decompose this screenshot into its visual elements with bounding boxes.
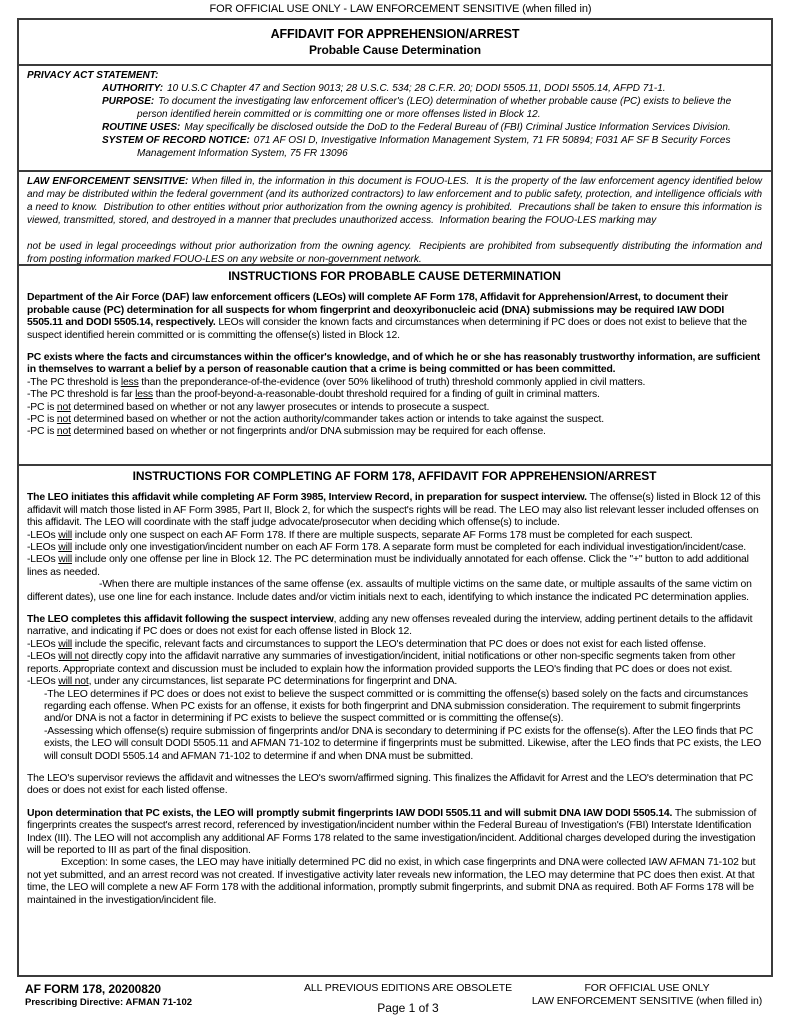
privacy-act-heading: PRIVACY ACT STATEMENT: [27, 70, 159, 81]
text-segment: The submission of fingerprints creates the suspect's arrest record, referenced by investigation/incident number within the Federal Bureau of Investigation's (FBI) Interstate Identification Index (III). The LEO will not accomplish any additional AF Forms 178 related to the same investigation/incident. Additional charges developed during the investigation will be reported to III as part of the final disposition. [27, 807, 757, 856]
text-segment: will not [58, 676, 89, 688]
form-subtitle: Probable Cause Determination [309, 43, 481, 57]
paragraph [27, 676, 762, 688]
text-segment: not [56, 401, 71, 413]
text-segment: Department of the Air Force (DAF) law enforcement officers (LEOs) will complete AF Form 178, Affidavit for Apprehension/Arrest, to document their probable cause (PC) determination for all suspects for whom fingerprint and deoxyribonucleic acid (DNA) submissions may be required IAW DODI 5505.11 and DODI 5505.14, respectively. [27, 292, 728, 329]
text-segment: include only one investigation/incident number on each AF Form 178. A separate form must be completed for each individual investigation/incident/case. [71, 542, 746, 554]
paragraph [27, 414, 762, 426]
text-segment: less [135, 389, 153, 401]
text-segment: The LEO's supervisor reviews the affidavit and witnesses the LEO's sworn/affirmed signing. This finalizes the Affidavit for Arrest and the LEO's determination that PC does or does not exist for each listed offense. [27, 772, 754, 797]
text-segment: -PC is [27, 426, 57, 438]
privacy-row [102, 82, 762, 95]
completing-instructions-heading: INSTRUCTIONS FOR COMPLETING AF FORM 178, AFFIDAVIT FOR APPREHENSION/ARREST [132, 469, 657, 483]
text-segment: -LEOs [27, 676, 59, 688]
pc-instructions-heading: INSTRUCTIONS FOR PROBABLE CAUSE DETERMINATION [228, 269, 561, 283]
text-segment: -LEOs [27, 554, 59, 566]
text-segment: not [56, 426, 71, 438]
text-segment: -When there are multiple instances of the same offense (ex. assaults of multiple victims on the same date, or multiple assaults of the same victim on different dates), use one line for each instance. Include dates and/or victim initials next to each, identifying to which instance the indicated PC determination applies. [27, 579, 752, 603]
paragraph [44, 726, 762, 763]
privacy-row [102, 134, 762, 160]
form-footer [17, 982, 773, 1015]
footer-center [295, 982, 521, 1015]
prescribing-directive: Prescribing Directive: AFMAN 71-102 [25, 997, 193, 1008]
pc-instructions-body [27, 292, 762, 438]
paragraph [27, 292, 762, 342]
paragraph [44, 689, 762, 726]
text-segment: will [58, 542, 72, 554]
text-segment: -Assessing which offense(s) require submission of fingerprints and/or DNA is secondary to determining if PC exists for the offense(s). After the LEO finds that PC exists, the LEO will consult DODI 5505.11 and AFMAN 71-102 to determine if fingerprints must be submitted. Likewise, after the LEO finds that PC exists, the LEO will consult DODI 5505.14 and AFMAN 71-102 to determine if and when DNA must be submitted. [44, 725, 762, 762]
fouo-top-banner: FOR OFFICIAL USE ONLY - LAW ENFORCEMENT SENSITIVE (when filled in) [209, 3, 592, 15]
privacy-act-rows [27, 82, 762, 160]
paragraph [27, 352, 762, 377]
completing-instructions-body [27, 492, 762, 907]
privacy-act-section [19, 66, 771, 170]
editions-note: ALL PREVIOUS EDITIONS ARE OBSOLETE [303, 982, 513, 994]
text-segment: The LEO completes this affidavit following the suspect interview [27, 614, 334, 626]
paragraph [27, 808, 762, 858]
les-label: LAW ENFORCEMENT SENSITIVE: [27, 176, 189, 187]
pc-determination-instructions-section [19, 264, 771, 464]
text-segment: The LEO initiates this affidavit while completing AF Form 3985, Interview Record, in preparation for suspect interview. [27, 492, 590, 504]
paragraph [27, 377, 762, 389]
privacy-row-label: ROUTINE USES: [102, 122, 181, 133]
form-page [17, 18, 773, 977]
paragraph [27, 530, 762, 542]
text-segment: directly copy into the affidavit narrative any summaries of investigation/incident, initial notifications or other non-specific segments taken from other reports. Appropriate context and discussion must be included to explain how the information provided supports the LEO's finding that PC does or does not exist. [27, 651, 736, 675]
text-segment: -PC is [27, 401, 57, 413]
les-paragraph-1 [27, 175, 765, 227]
paragraph [27, 492, 762, 529]
text-segment: will [58, 554, 72, 566]
page-number: Page 1 of 3 [377, 1001, 439, 1015]
text-segment: will [58, 638, 72, 650]
text-segment: Upon determination that PC exists, the LEO will promptly submit fingerprints IAW DODI 5505.11 and will submit DNA IAW DODI 5505.14. [27, 807, 675, 819]
text-segment: will [58, 529, 72, 541]
text-segment: include only one offense per line in Block 12. The PC determination must be individually annotated for each offense. Click the "+" button to add additional lines as needed. [27, 554, 749, 578]
footer-right [521, 982, 773, 1008]
privacy-row-text: 10 U.S.C Chapter 47 and Section 9013; 28 U.S.C. 534; 28 C.F.R. 20; DODI 5505.11, DODI 5505.14, AFPD 71-1. [167, 83, 666, 94]
text-segment: -PC is [27, 414, 57, 426]
text-segment: PC exists where the facts and circumstances within the officer's knowledge, and of which he or she has reasonably trustworthy information, are sufficient in themselves to warrant a belief by a person of reasonable caution that a crime is being committed or has been committed. [27, 352, 761, 376]
text-segment: -LEOs [27, 542, 59, 554]
text-segment: will not [58, 651, 89, 663]
paragraph [27, 579, 762, 604]
text-segment: -The PC threshold is far [27, 389, 136, 401]
text-segment: -The LEO determines if PC does or does not exist to believe the suspect committed or is committing the offense(s) based solely on the facts and circumstances regarding each offense. When PC exists for an offense, it exists for both fingerprint and DNA submission consideration. The requirement to submit fingerprints and/or DNA is not a factor in determining if PC exists to believe the suspect committed or is committing the offense(s). [44, 688, 748, 725]
paragraph [27, 614, 762, 639]
paragraph [27, 639, 762, 651]
text-segment: less [120, 376, 139, 388]
text-segment: determined based on whether or not fingerprints and/or DNA submission may be required for each offense. [70, 426, 546, 438]
text-segment: , under any circumstances, list separate PC determinations for fingerprint and DNA. [88, 676, 458, 688]
text-segment: -The PC threshold is [27, 376, 121, 388]
footer-fouo-line2: LAW ENFORCEMENT SENSITIVE (when filled in) [531, 995, 763, 1007]
text-segment: -LEOs [27, 638, 59, 650]
text-segment: determined based on whether or not the action authority/commander takes action or intends to take against the suspect. [70, 414, 604, 426]
form-title-box [17, 18, 773, 66]
law-enforcement-sensitive-section [19, 170, 771, 264]
text-segment: include only one suspect on each AF Form 178. If there are multiple suspects, separate AF Forms 178 must be completed for each suspect. [71, 529, 693, 541]
text-segment: LEOs will consider the known facts and circumstances when determining if PC does or does not exist to believe that the suspect identified herein committed or is committing the offense(s) listed in Block 12. [27, 317, 747, 341]
text-segment: than the preponderance-of-the-evidence (over 50% likelihood of truth) threshold commonly applied in civil matters. [138, 376, 646, 388]
les-paragraph-1-text: When filled in, the information in this document is FOUO-LES. It is the property of the law enforcement agency identified below and may be distributed within the federal government (and its authorized contractors) to law enforcement and to public safety, protection, and intelligence officials with a need to know. Distribution to other entities without prior authorization from the owning agency is prohibited. Precautions shall be taken to ensure this information is viewed, transmitted, stored, and destroyed in a manner that precludes unauthorized access. Information bearing the FOUO-LES marking may [27, 176, 765, 226]
paragraph [27, 554, 762, 579]
privacy-row-text: To document the investigating law enforcement officer's (LEO) determination of whether probable cause (PC) exists to believe the person identified herein committed or is committing one or more offenses listed in Block 12. [137, 96, 734, 120]
text-segment: -LEOs [27, 529, 59, 541]
form-title: AFFIDAVIT FOR APPREHENSION/ARREST [270, 27, 520, 41]
paragraph [27, 773, 762, 798]
privacy-row-text: May specifically be disclosed outside the DoD to the Federal Bureau of (FBI) Criminal Justice Information Services Division. [184, 122, 731, 133]
form-number: AF FORM 178, 20200820 [25, 982, 161, 996]
privacy-row-label: PURPOSE: [102, 96, 155, 107]
text-segment: , adding any new offenses revealed during the interview, adding pertinent details to the affidavit narrative, and indicating if PC does or does not exist for each offense listed in Block 12. [27, 614, 753, 638]
paragraph [27, 651, 762, 676]
privacy-row [102, 121, 762, 134]
text-segment: not [56, 414, 71, 426]
paragraph [27, 389, 762, 401]
paragraph [27, 426, 762, 438]
les-paragraph-2: not be used in legal proceedings without prior authorization from the owning agency. Recipients are prohibited from subsequently distributing the information and from posting information marked FOUO-LES on any website or non-government network. [27, 241, 765, 264]
paragraph [27, 402, 762, 414]
text-segment: include the specific, relevant facts and circumstances to support the LEO's determination that PC does or does not exist for each listed offense. [71, 638, 706, 650]
paragraph [27, 542, 762, 554]
text-segment: The offense(s) listed in Block 12 of this affidavit will match those listed in AF Form 3985, Part II, Block 2, for which the suspect's rights will be read. The LEO may also list relevant lesser included offenses on this affidavit. The LEO will coordinate with the staff judge advocate/prosecutor when deciding which offense(s) to include. [27, 492, 761, 529]
text-segment: -LEOs [27, 651, 59, 663]
text-segment: Exception: In some cases, the LEO may have initially determined PC did no exist, in which case fingerprints and DNA were collected IAW AFMAN 71-102 but not yet submitted, and an arrest record was not created. If investigative activity later reveals new information, the LEO may determine that PC does then exist. At that time, the LEO will complete a new AF Form 178 with the additional information, promptly submit fingerprints, and submit DNA as required. Both AF Forms 178 will be maintained in the investigation/incident file. [27, 857, 756, 906]
paragraph [27, 857, 762, 907]
completing-form-instructions-section [19, 464, 771, 975]
privacy-row-label: SYSTEM OF RECORD NOTICE: [102, 135, 250, 146]
privacy-row-text: 071 AF OSI D, Investigative Information Management System, 71 FR 50894; F031 AF SF B Security Forces Management Information System, 75 FR 13096 [137, 135, 734, 159]
text-segment: determined based on whether or not any lawyer prosecutes or intends to prosecute a suspect. [70, 401, 490, 413]
form-body [17, 66, 773, 977]
privacy-row-label: AUTHORITY: [102, 83, 164, 94]
privacy-row [102, 95, 762, 121]
footer-left [17, 982, 295, 1008]
footer-fouo-line1: FOR OFFICIAL USE ONLY [584, 982, 710, 994]
text-segment: than the proof-beyond-a-reasonable-doubt threshold required for a finding of guilt in criminal matters. [152, 389, 600, 401]
